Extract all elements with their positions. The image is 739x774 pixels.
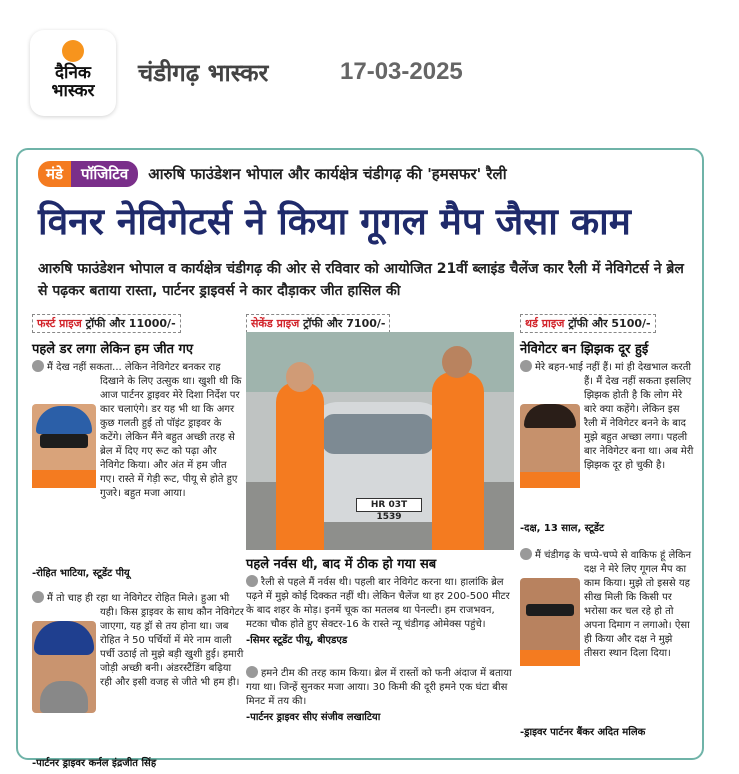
navigator-person <box>276 382 324 550</box>
quote-signature: -दक्ष, 13 साल, स्टूडेंट <box>520 523 605 534</box>
prize-tag-label: थर्ड प्राइज <box>525 317 565 330</box>
article-clipping[interactable] <box>16 148 704 769</box>
logo-text-line1: दैनिक <box>55 63 91 83</box>
kicker-text: आरुषि फाउंडेशन भोपाल और कार्यक्षेत्र चंडीगढ़ की 'हमसफर' रैली <box>148 165 507 183</box>
column-subhead: पहले नर्वस थी, बाद में ठीक हो गया सब <box>246 557 437 572</box>
dainik-bhaskar-logo[interactable] <box>30 30 116 116</box>
article-headline: विनर नेविगेटर्स ने किया गूगल मैप जैसा काम <box>38 200 631 243</box>
kicker <box>38 160 507 188</box>
column-subhead: पहले डर लगा लेकिन हम जीत गए <box>32 342 194 357</box>
sun-icon <box>62 40 84 62</box>
column-third-prize <box>520 312 696 738</box>
quote-block <box>520 360 696 520</box>
car-windshield <box>322 414 434 454</box>
prize-tag-label: सेकेंड प्राइज <box>251 317 300 330</box>
page-header <box>0 0 739 140</box>
quote-text: हमने टीम की तरह काम किया। ब्रेल में रास्तों को फनी अंदाज में बताया गया था। जिन्हें सुनकर मजा आया। 30 किमी की दूरी हमने एक घंटा बीस मिनट में तय की। <box>246 668 512 707</box>
quote-icon <box>246 666 258 678</box>
quote-signature: -पार्टनर ड्राइवर सीए संजीव लखाटिया <box>246 712 381 723</box>
driver-head <box>442 346 472 378</box>
quote-signature: -सिमर स्टूडेंट पीयू, बीएडएड <box>246 635 348 646</box>
column-first-prize <box>32 312 244 769</box>
quote-signature: -ड्राइवर पार्टनर बैंकर अदित मलिक <box>520 727 646 738</box>
quote-text: मैं चंडीगढ़ के चप्पे-चप्पे से वाकिफ हूं लेकिन दक्ष ने मेरे लिए गूगल मैप का काम किया। मुझे तो इससे यह सीख मिली कि किसी पर भरोसा कर चल रहे हो तो अपना दिमाग न लगाओ। ऐसा ही किया और दक्ष ने मुझे तीसरा स्थान दिला दिया। <box>520 548 696 661</box>
quote-icon <box>520 548 532 560</box>
quote-signature: -रोहित भाटिया, स्टूडेंट पीयू <box>32 568 130 579</box>
quote-text: मैं तो चाह ही रहा था नेविगेटर रोहित मिले। हुआ भी यही। किस ड्राइवर के साथ कौन नेविगेटर जाएगा, यह ड्रॉ से तय होना था। जब रोहित ने 50 पर्चियों में मेरे नाम वाली पर्ची उठाई तो मुझे बड़ी खुशी हुई। हमारी जोड़ी अच्छी बनी। अंडरस्टैंडिंग बढ़िया रही और इसी वजह से जीते भी हम ही। <box>32 591 244 690</box>
prize-tag-amount: ट्रॉफी और 5100/- <box>568 317 651 330</box>
driver-person <box>432 372 484 550</box>
quote-signature: -पार्टनर ड्राइवर कर्नल इंद्रजीत सिंह <box>32 758 157 769</box>
prize-tag <box>246 314 390 333</box>
quote-icon <box>32 360 44 372</box>
quote-block <box>520 548 696 724</box>
quote-icon <box>246 575 258 587</box>
column-second-prize <box>246 312 514 333</box>
prize-tag-label: फर्स्ट प्राइज <box>37 317 82 330</box>
prize-tag <box>32 314 181 333</box>
quote-text: रैली से पहले मैं नर्वस थी। पहली बार नेविगेट करना था। हालांकि ब्रेल पढ़ने में मुझे कोई दिक्कत नहीं थी। लेकिन चैलेंज था हर 200-500 मीटर के बाद शहर के मोड़। इनमें चूक का मतलब था पेनल्टी। हम राजभवन, मटका चौक होते हुए सेक्टर-16 के रास्ते न्यू चंडीगढ़ ओमेक्स पहुंचे। <box>246 577 510 630</box>
column-subhead: नेविगेटर बन झिझक दूर हुई <box>520 342 649 357</box>
navigator-head <box>286 362 314 392</box>
logo-text-line2: भास्कर <box>51 81 95 101</box>
quote-text: मेरे बहन-भाई नहीं हैं। मां ही देखभाल करती हैं। मैं देख नहीं सकता इसलिए झिझक होती है कि लोग मेरे बारे क्या कहेंगे। लेकिन इस रैली में नेविगेटर बनने के बाद मुझे बहुत अच्छा लगा। पहली बार नेविगेटर बना था। अब मेरी झिझक दूर हो चुकी है। <box>520 360 696 473</box>
quote-icon <box>520 360 532 372</box>
column-second-text <box>246 554 514 723</box>
quote-block <box>32 591 244 755</box>
license-plate: HR 03T 1539 <box>356 498 422 512</box>
edition-name: चंडीगढ़ भास्कर <box>138 59 269 87</box>
quote-text: मैं देख नहीं सकता... लेकिन नेविगेटर बनकर राह दिखाने के लिए उत्सुक था। खुशी थी कि आज पार्टनर ड्राइवर मेरे दिशा निर्देश पर कार चलाएंगे। डर यह भी था कि अगर कुछ गलती हुई तो पॉइंट ड्राइवर के कटेंगे। लेकिन मैंने बहुत अच्छी तरह से ब्रेल में दिए गए रूट को पढ़ा और नेविगेट किया। और अंत में हम जीत गए। रास्ते में गेड़ी रूट, पीयू से होते हुए गुजरे। बहुत मजा आया। <box>32 360 244 501</box>
winners-car-photo[interactable] <box>246 332 514 550</box>
prize-tag-amount: ट्रॉफी और 7100/- <box>303 317 386 330</box>
prize-tag-amount: ट्रॉफी और 11000/- <box>85 317 176 330</box>
edition-date: 17-03-2025 <box>340 58 463 85</box>
quote-block <box>32 360 244 565</box>
quote-icon <box>32 591 44 603</box>
kicker-badge-monday: मंडे <box>38 161 71 187</box>
article-lead: आरुषि फाउंडेशन भोपाल व कार्यक्षेत्र चंडीगढ़ की ओर से रविवार को आयोजित 21वीं ब्लाइंड चैलेंज कार रैली में नेविगेटर्स ने ब्रेल से पढ़कर बताया रास्ता, पार्टनर ड्राइवर्स ने कार दौड़ाकर जीत हासिल की <box>38 261 684 299</box>
shirt-shape <box>520 472 580 488</box>
prize-tag <box>520 314 656 333</box>
kicker-badge-positive: पॉजिटिव <box>71 161 138 187</box>
